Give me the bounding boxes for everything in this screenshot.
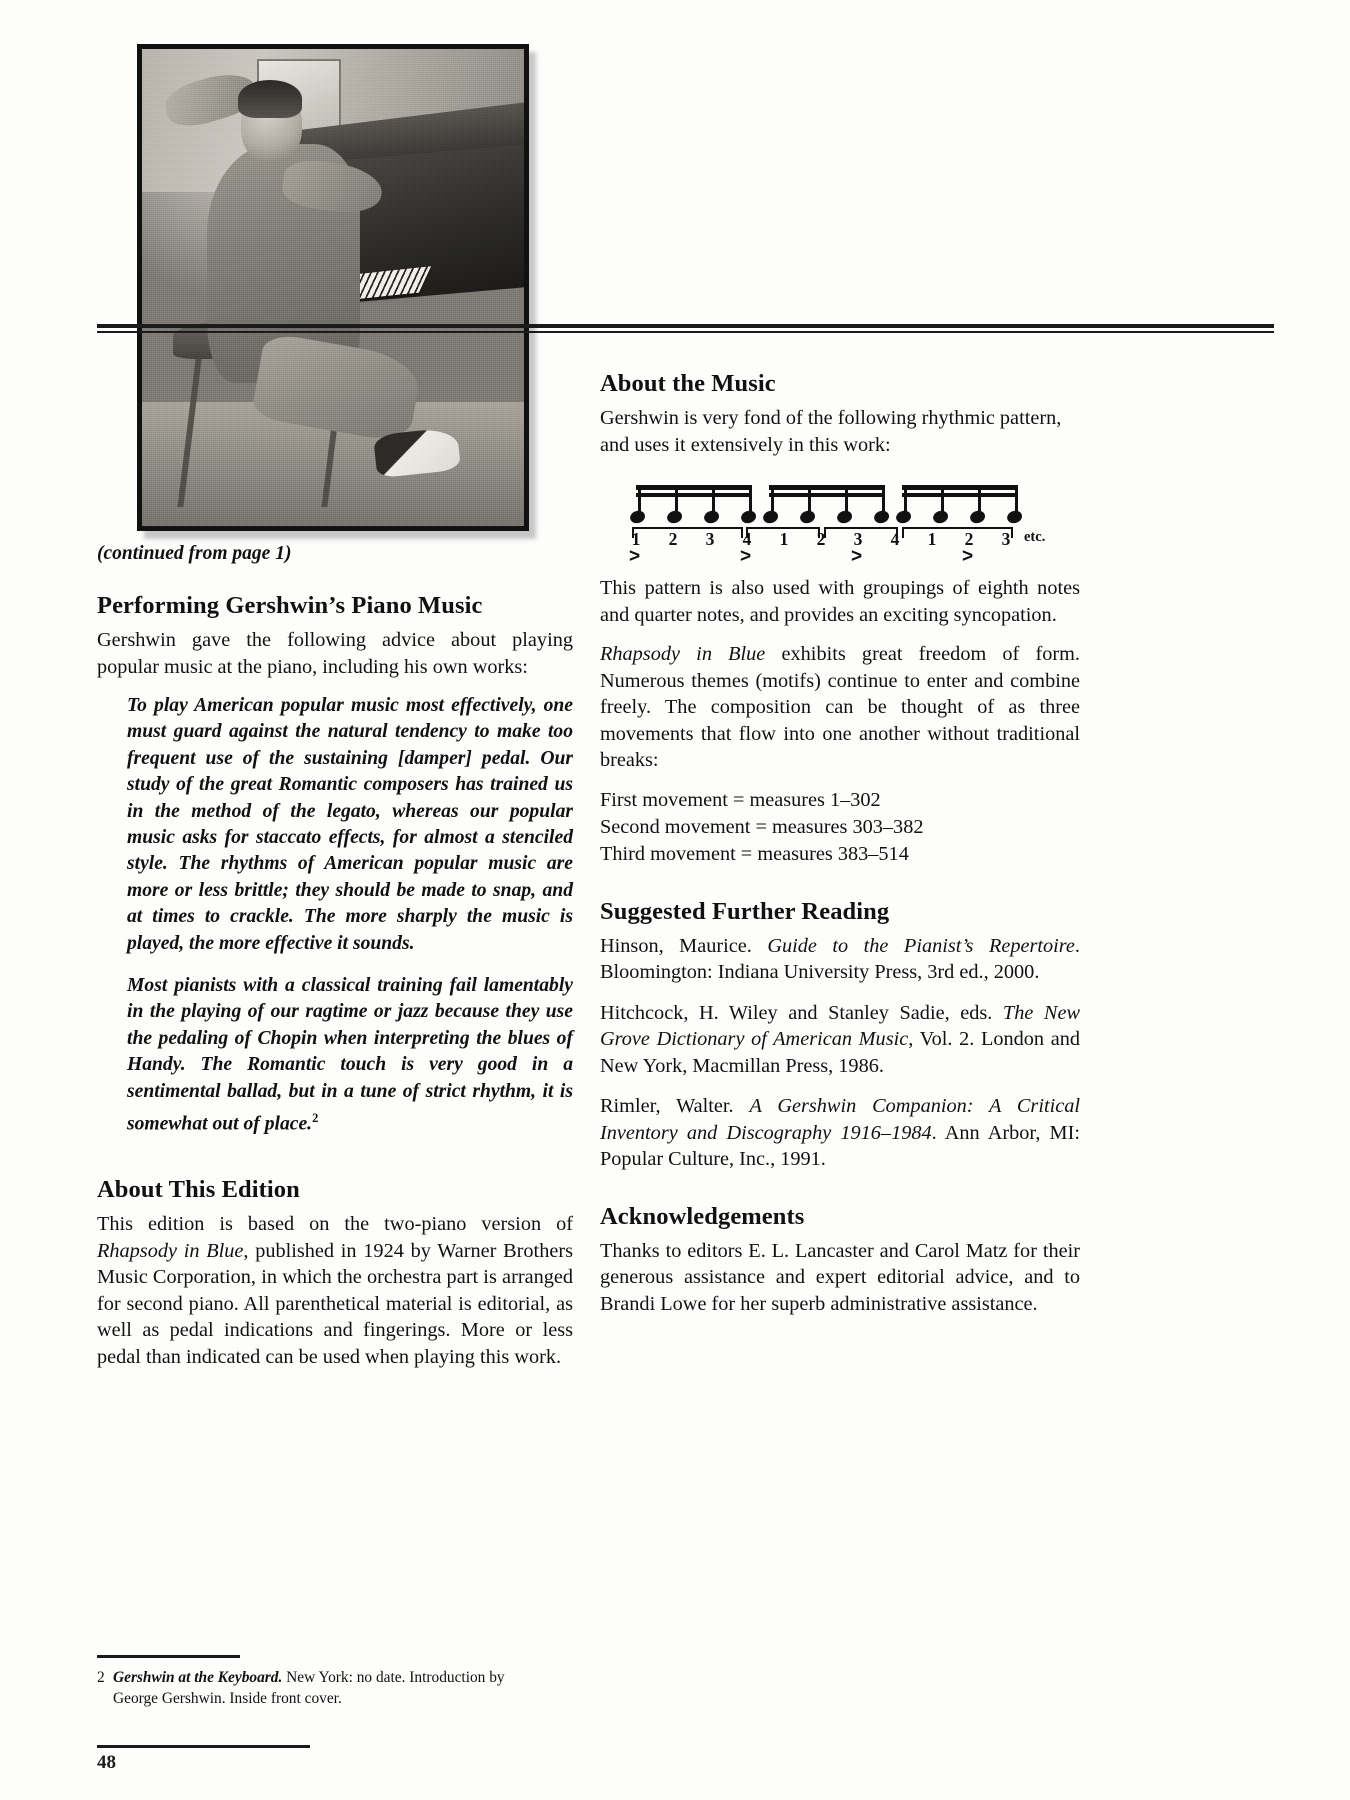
beam-group-1-lower	[636, 493, 752, 497]
notehead-6	[799, 509, 817, 525]
reference-title: A Gershwin Companion: A Critical Inventory and Discography 1916–1984	[600, 1095, 1081, 1144]
reference-author: Hinson, Maurice.	[600, 934, 768, 957]
acknowledgements-paragraph: Thanks to editors E. L. Lancaster and Carol Matz for their generous assistance and expert editorial advice, and to Brandi Lowe for her superb administrative assistance.	[600, 1239, 1080, 1315]
beat-number: 1	[631, 529, 641, 549]
reference-publication: , Vol. 2. London and New York, Macmillan Press, 1986.	[600, 1028, 1081, 1077]
reference-title: The New Grove Dictionary of American Music	[600, 1001, 1080, 1050]
notehead-9	[895, 509, 913, 525]
footnote-reference-marker: 2	[312, 1111, 319, 1126]
continued-from-note: (continued from page 1)	[97, 543, 292, 564]
notehead-4	[740, 509, 758, 525]
about-this-edition-paragraph	[97, 1211, 573, 1370]
beat-number: 1	[779, 529, 789, 549]
quote-paragraph-1: To play American popular music most effectively, one must guard against the natural tendency to make too frequent use of the sustaining [damper] pedal. Our study of the great Romantic composers has trained us in the method of the legato, whereas our popular music asks for staccato effects, for almost a stenciled style. The rhythms of American popular music are more or less brittle; they should be made to snap, and at times to crackle. The more sharply the music is played, the more effective it sounds.	[127, 695, 573, 954]
notehead-1	[629, 509, 647, 525]
heading-about-the-music: About the Music	[600, 370, 776, 397]
beat-number: 2	[668, 529, 678, 549]
accent-mark: >	[629, 546, 641, 567]
gershwin-photo	[137, 44, 529, 531]
divider-line-thin	[97, 331, 1274, 333]
movement-item: First movement = measures 1–302	[600, 788, 881, 811]
accent-mark: >	[962, 546, 974, 567]
footnote-separator-rule	[97, 1655, 240, 1658]
beat-bracket-1	[632, 527, 743, 538]
notehead-2	[666, 509, 684, 525]
beam-group-3-upper	[902, 485, 1018, 490]
beat-number: 2	[816, 529, 826, 549]
heading-acknowledgements: Acknowledgements	[600, 1202, 805, 1230]
reference-publication: . Ann Arbor, MI: Popular Culture, Inc., 1991.	[600, 1121, 1080, 1170]
notehead-3	[703, 509, 721, 525]
gershwin-quote-block	[127, 693, 573, 1138]
quote-paragraph-2-text: Most pianists with a classical training fail lamentably in the playing of our ragtime or jazz because they use the pedaling of Chopin when interpreting the blues of Handy. The Romantic touch is very good in a sentimental ballad, but in a tune of strict rhythm, it is somewhat out of place.	[127, 975, 573, 1135]
notehead-11	[969, 509, 987, 525]
beat-bracket-4	[902, 527, 1013, 538]
movement-list	[600, 787, 1080, 868]
beam-group-2-lower	[769, 493, 885, 497]
edition-text-part2: , published in 1924 by Warner Brothers Music Corporation, in which the orchestra part is arranged for second piano. All parenthetical material is editorial, as well as pedal indications and fingerings. More or less pedal than indicated can be used when playing this work.	[97, 1239, 573, 1368]
reference-entry	[600, 1000, 1080, 1080]
rhapsody-title-italic: Rhapsody in Blue	[600, 643, 766, 665]
form-paragraph	[600, 641, 1080, 774]
accent-mark: >	[851, 546, 863, 567]
pattern-usage-paragraph: This pattern is also used with groupings of eighth notes and quarter notes, and provides an exciting syncopation.	[600, 577, 1080, 626]
beat-number: 2	[964, 529, 974, 549]
header-divider-rule	[97, 324, 1274, 334]
notehead-5	[762, 509, 780, 525]
accent-mark: >	[740, 546, 752, 567]
reference-author: Hitchcock, H. Wiley and Stanley Sadie, eds.	[600, 1001, 1003, 1024]
reference-author: Rimler, Walter.	[600, 1095, 750, 1117]
footnote-line2: George Gershwin. Inside front cover.	[113, 1689, 342, 1707]
beam-group-1-upper	[636, 485, 752, 490]
reference-entry	[600, 1093, 1080, 1173]
performing-intro-paragraph: Gershwin gave the following advice about playing popular music at the piano, including his own works:	[97, 629, 573, 678]
heading-performing-gershwin: Performing Gershwin’s Piano Music	[97, 592, 483, 619]
beat-number: 3	[1001, 529, 1011, 549]
quote-paragraph-2	[127, 973, 573, 1138]
rhythmic-pattern-notation	[628, 471, 1048, 567]
photo-frame	[137, 44, 529, 531]
footnote-number: 2	[97, 1669, 105, 1686]
beam-group-2-upper	[769, 485, 885, 490]
etc-label: etc.	[1024, 529, 1046, 545]
beat-number: 3	[853, 529, 863, 549]
right-column	[600, 370, 1080, 1330]
page-number-rule	[97, 1745, 310, 1748]
movement-item: Second movement = measures 303–382	[600, 815, 924, 838]
beat-number: 1	[927, 529, 937, 549]
footnote-source-title: Gershwin at the Keyboard.	[113, 1669, 283, 1686]
notehead-7	[836, 509, 854, 525]
footnote-line1-rest: New York: no date. Introduction by	[282, 1669, 505, 1686]
notehead-8	[873, 509, 891, 525]
form-paragraph-text: exhibits great freedom of form. Numerous themes (motifs) continue to enter and combine freely. The composition can be thought of as three movements that flow into one another without traditional breaks:	[600, 643, 1081, 771]
edition-title-italic: Rhapsody in Blue	[97, 1239, 244, 1262]
about-the-music-paragraph: Gershwin is very fond of the following rhythmic pattern, and uses it extensively in this work:	[600, 407, 1062, 456]
reference-title: Guide to the Pianist’s Repertoire	[767, 934, 1075, 957]
photo-film-grain	[142, 49, 524, 526]
beat-number: 4	[742, 529, 752, 549]
heading-about-this-edition: About This Edition	[97, 1176, 300, 1204]
photo-image	[142, 49, 524, 526]
left-column	[97, 543, 573, 1383]
footnote-block	[97, 1668, 567, 1709]
movement-item: Third movement = measures 383–514	[600, 842, 909, 865]
heading-suggested-further-reading: Suggested Further Reading	[600, 897, 890, 925]
beat-number: 3	[705, 529, 715, 549]
beat-number: 4	[890, 529, 900, 549]
reference-entry	[600, 933, 1080, 986]
notehead-10	[932, 509, 950, 525]
edition-text-part1: This edition is based on the two-piano version of	[97, 1213, 573, 1236]
divider-line-thick	[97, 324, 1274, 328]
page-number: 48	[97, 1752, 116, 1773]
notehead-12	[1006, 509, 1024, 525]
beam-group-3-lower	[902, 493, 1018, 497]
reference-publication: . Bloomington: Indiana University Press, 3rd ed., 2000.	[600, 934, 1080, 983]
